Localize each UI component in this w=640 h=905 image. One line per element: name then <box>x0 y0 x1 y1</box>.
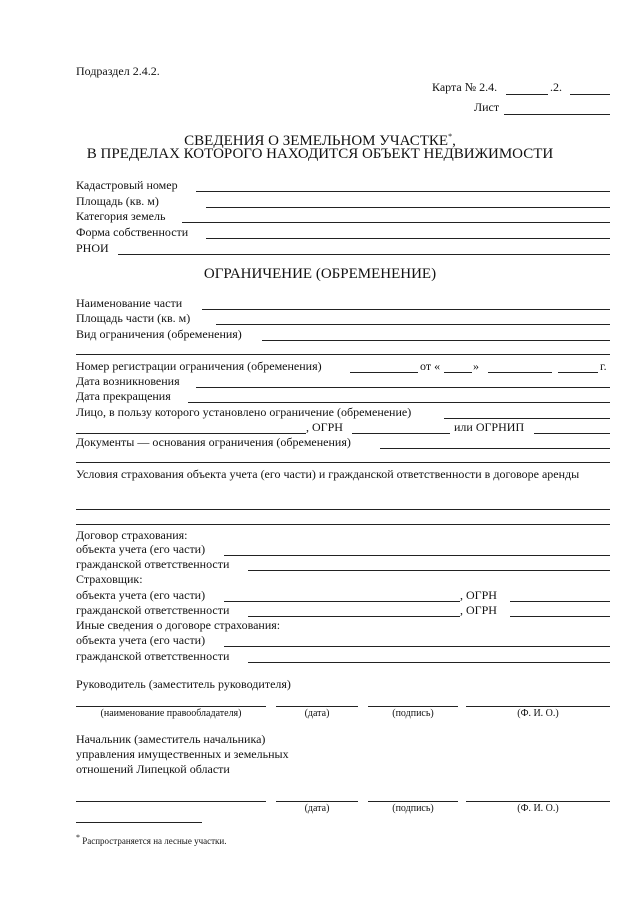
insurer-civil-field[interactable] <box>248 616 460 617</box>
restriction-type-field-cont[interactable] <box>76 354 610 355</box>
documents-field-cont[interactable] <box>76 462 610 463</box>
chief-sign-caption: (подпись) <box>392 803 434 814</box>
chief-title-line2: управления имущественных и земельных <box>76 747 289 761</box>
document-title-line1: СВЕДЕНИЯ О ЗЕМЕЛЬНОМ УЧАСТКЕ*, <box>184 132 456 149</box>
head-name-field[interactable] <box>466 706 610 707</box>
end-date-label: Дата прекращения <box>76 389 171 403</box>
footnote-separator <box>76 822 202 823</box>
registration-quote: » <box>473 359 479 373</box>
head-holder-caption: (наименование правообладателя) <box>100 708 242 719</box>
area-label: Площадь (кв. м) <box>76 194 159 208</box>
head-sign-caption: (подпись) <box>392 708 434 719</box>
insurer-object-field[interactable] <box>224 601 460 602</box>
cadastral-number-label: Кадастровый номер <box>76 178 178 192</box>
contract-object-label: объекта учета (его части) <box>76 542 206 556</box>
chief-title-line3: отношений Липецкой области <box>76 762 230 776</box>
footnote-marker: * <box>76 833 80 842</box>
insurance-conditions-label: Условия страхования объекта учета (его части) и гражданской ответственности в договоре аренды <box>76 467 580 481</box>
chief-date-caption: (дата) <box>304 803 330 814</box>
head-signature-label: Руководитель (заместитель руководителя) <box>76 677 291 691</box>
registration-from-label: от « <box>420 359 441 373</box>
start-date-field[interactable] <box>196 387 610 388</box>
contract-civil-field[interactable] <box>248 570 610 571</box>
contract-object-field[interactable] <box>224 555 610 556</box>
sheet-label: Лист <box>474 100 500 114</box>
area-field[interactable] <box>206 207 610 208</box>
insurer-civil-ogrn-label: , ОГРН <box>460 603 497 617</box>
rnoi-label: РНОИ <box>76 241 109 255</box>
other-object-field[interactable] <box>224 646 610 647</box>
insurer-object-ogrn-label: , ОГРН <box>460 588 497 602</box>
card-number-field-1[interactable] <box>506 94 548 95</box>
registration-year-suffix: г. <box>600 359 607 373</box>
chief-name-field[interactable] <box>466 801 610 802</box>
contract-civil-label: гражданской ответственности <box>76 557 230 571</box>
insurer-label: Страховщик: <box>76 572 143 586</box>
beneficiary-field-cont[interactable] <box>76 433 306 434</box>
ogrnip-label: или ОГРНИП <box>454 420 525 434</box>
ogrn-label: , ОГРН <box>306 420 343 434</box>
land-category-field[interactable] <box>182 222 610 223</box>
insurance-conditions-field-1[interactable] <box>76 509 610 510</box>
footnote-mark: * <box>448 132 453 141</box>
head-name-caption: (Ф. И. О.) <box>517 708 559 719</box>
ogrnip-field[interactable] <box>534 433 610 434</box>
ownership-form-field[interactable] <box>206 238 610 239</box>
registration-number-label: Номер регистрации ограничения (обременения) <box>76 359 322 373</box>
documents-label: Документы — основания ограничения (обременения) <box>76 435 351 449</box>
restriction-heading: ОГРАНИЧЕНИЕ (ОБРЕМЕНЕНИЕ) <box>203 266 437 282</box>
insurer-civil-ogrn-field[interactable] <box>510 616 610 617</box>
document-title-line2: В ПРЕДЕЛАХ КОТОРОГО НАХОДИТСЯ ОБЪЕКТ НЕДВИЖИМОСТИ <box>86 146 554 162</box>
card-number-label: Карта № 2.4. <box>432 80 498 94</box>
head-holder-field[interactable] <box>76 706 266 707</box>
restriction-type-field[interactable] <box>262 340 610 341</box>
part-name-label: Наименование части <box>76 296 183 310</box>
registration-day-field[interactable] <box>444 372 472 373</box>
registration-number-field[interactable] <box>350 372 418 373</box>
other-object-label: объекта учета (его части) <box>76 633 206 647</box>
registration-month-field[interactable] <box>488 372 552 373</box>
chief-title-line1: Начальник (заместитель начальника) <box>76 732 266 746</box>
card-number-separator: .2. <box>550 80 562 94</box>
chief-date-field[interactable] <box>276 801 358 802</box>
sheet-field[interactable] <box>504 114 610 115</box>
footnote-text: Распространяется на лесные участки. <box>82 836 227 846</box>
registration-year-field[interactable] <box>558 372 598 373</box>
subsection-label: Подраздел 2.4.2. <box>76 64 160 78</box>
other-info-label: Иные сведения о договоре страхования: <box>76 618 281 632</box>
ogrn-field[interactable] <box>352 433 450 434</box>
end-date-field[interactable] <box>188 402 610 403</box>
chief-name-caption: (Ф. И. О.) <box>517 803 559 814</box>
head-sign-field[interactable] <box>368 706 458 707</box>
head-date-caption: (дата) <box>304 708 330 719</box>
other-civil-field[interactable] <box>248 662 610 663</box>
card-number-field-2[interactable] <box>570 94 610 95</box>
part-area-label: Площадь части (кв. м) <box>76 311 191 325</box>
head-date-field[interactable] <box>276 706 358 707</box>
part-area-field[interactable] <box>216 324 610 325</box>
beneficiary-field[interactable] <box>444 418 610 419</box>
footnote <box>76 831 226 848</box>
land-category-label: Категория земель <box>76 209 166 223</box>
chief-sign-field[interactable] <box>368 801 458 802</box>
insurance-contract-label: Договор страхования: <box>76 528 188 542</box>
rnoi-field[interactable] <box>118 254 610 255</box>
other-civil-label: гражданской ответственности <box>76 649 230 663</box>
beneficiary-label: Лицо, в пользу которого установлено ограничение (обременение) <box>76 405 412 419</box>
restriction-type-label: Вид ограничения (обременения) <box>76 327 242 341</box>
part-name-field[interactable] <box>202 309 610 310</box>
insurer-civil-label: гражданской ответственности <box>76 603 230 617</box>
insurer-object-ogrn-field[interactable] <box>510 601 610 602</box>
chief-org-field[interactable] <box>76 801 266 802</box>
documents-field[interactable] <box>380 448 610 449</box>
ownership-form-label: Форма собственности <box>76 225 189 239</box>
insurance-conditions-field-2[interactable] <box>76 524 610 525</box>
insurer-object-label: объекта учета (его части) <box>76 588 206 602</box>
start-date-label: Дата возникновения <box>76 374 180 388</box>
cadastral-number-field[interactable] <box>196 191 610 192</box>
